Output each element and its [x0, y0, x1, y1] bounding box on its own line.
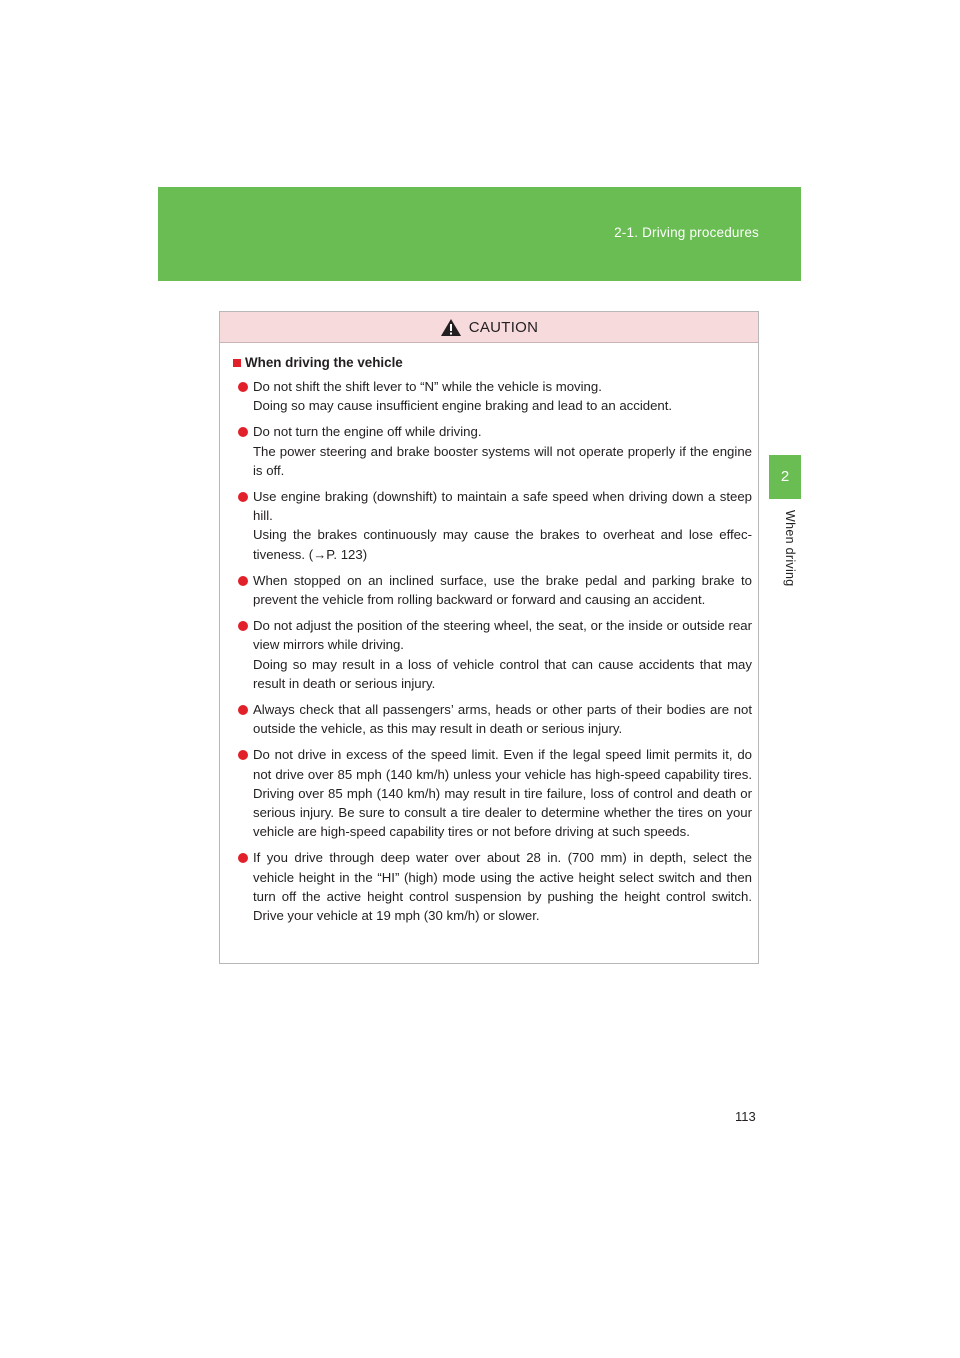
circle-bullet-icon	[238, 492, 248, 502]
caution-item	[233, 571, 752, 609]
caution-item	[233, 487, 752, 564]
caution-subheading	[233, 355, 752, 370]
caution-item-line: When stopped on an inclined surface, use the brake pedal and parking brake to prevent the vehicle from rolling backward or forward and causing an accident.	[253, 572, 752, 608]
caution-item-line: Do not shift the shift lever to “N” while the vehicle is moving.	[253, 379, 602, 394]
caution-item	[233, 745, 752, 841]
section-header-band	[158, 187, 801, 281]
circle-bullet-icon	[238, 705, 248, 715]
caution-item-line: Use engine braking (downshift) to maintain a safe speed when driving down a steep hill.	[253, 489, 752, 524]
caution-item-line: Doing so may result in a loss of vehicle control that can cause accidents that may result in death or serious injury.	[253, 656, 752, 691]
caution-item-line: If you drive through deep water over about 28 in. (700 mm) in depth, select the vehicle height in the “HI” (high) mode using the active height select switch and then turn off the active height control suspension by pushing the height control switch. Drive your vehicle at 19 mph (30 km/h) or slower.	[253, 850, 752, 924]
caution-item-line: Do not adjust the position of the steering wheel, the seat, or the inside or outside rear view mirrors while driving.	[253, 618, 752, 653]
circle-bullet-icon	[238, 853, 248, 863]
caution-subheading-text: When driving the vehicle	[245, 355, 403, 370]
circle-bullet-icon	[238, 750, 248, 760]
chapter-tab: 2	[769, 455, 801, 499]
caution-header	[220, 312, 758, 343]
caution-body	[220, 343, 758, 925]
caution-item-line: Doing so may cause insufficient engine braking and lead to an accident.	[253, 398, 673, 414]
caution-item-line: Using the brakes continuously may cause the brakes to overheat and lose effec-tiveness. (→P. 123)	[253, 527, 752, 562]
caution-item-line: Do not drive in excess of the speed limit. Even if the legal speed limit permits it, do not drive over 85 mph (140 km/h) unless your vehicle has high-speed capability tires. Driving over 85 mph (140 km/h) may result in tire failure, loss of control and death or serious injury. Be sure to consult a tire dealer to determine whether the tires on your vehicle are high-speed capability tires or not before driving at such speeds.	[253, 747, 752, 840]
section-title: 2-1. Driving procedures	[614, 225, 759, 240]
caution-item	[233, 848, 752, 925]
caution-title: CAUTION	[468, 318, 539, 336]
chapter-label: When driving	[783, 510, 797, 587]
circle-bullet-icon	[238, 382, 248, 392]
caution-item-line: Do not turn the engine off while driving.	[253, 424, 482, 440]
circle-bullet-icon	[238, 576, 248, 586]
caution-item	[233, 700, 752, 738]
caution-item	[233, 616, 752, 693]
caution-item	[233, 377, 752, 415]
circle-bullet-icon	[238, 621, 248, 631]
caution-item-list	[233, 377, 752, 925]
square-bullet-icon	[233, 359, 241, 367]
circle-bullet-icon	[238, 427, 248, 437]
page-number: 113	[735, 1109, 756, 1124]
caution-box	[219, 311, 759, 964]
warning-triangle-icon	[440, 318, 462, 337]
caution-item-line: Always check that all passengers’ arms, heads or other parts of their bodies are not outside the vehicle, as this may result in death or serious injury.	[253, 702, 752, 737]
caution-item	[233, 422, 752, 480]
caution-item-line: The power steering and brake booster systems will not operate properly if the engine is off.	[253, 443, 752, 478]
